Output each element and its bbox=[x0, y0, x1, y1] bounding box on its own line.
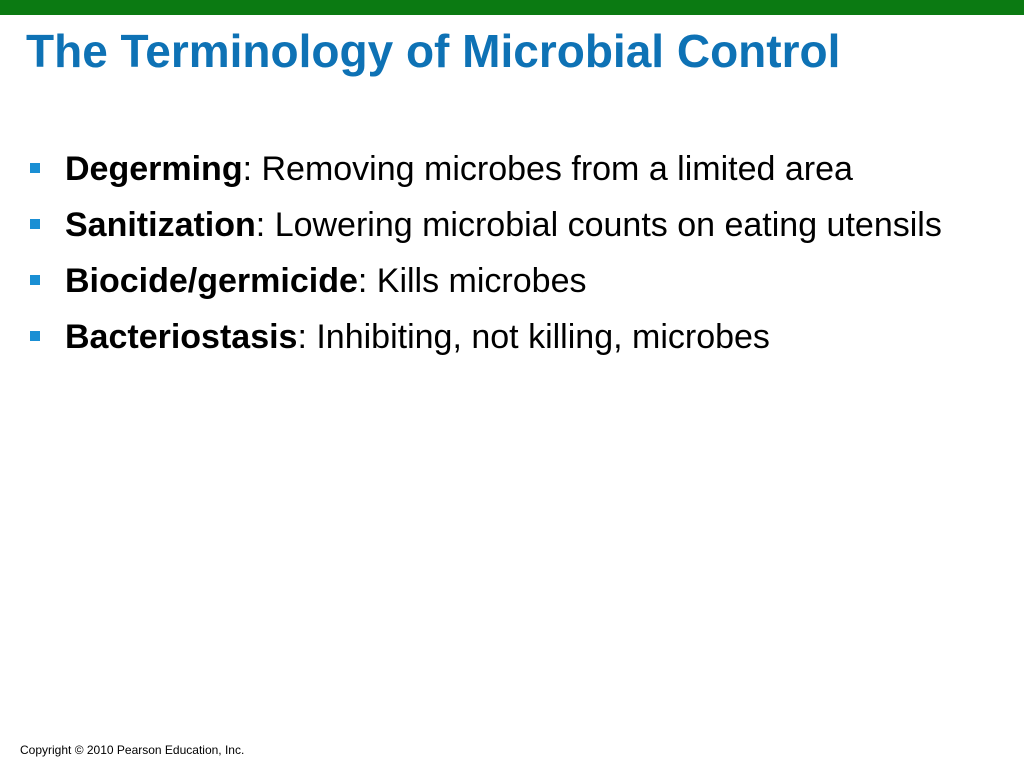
square-bullet-icon bbox=[30, 331, 40, 341]
bullet-term: Bacteriostasis bbox=[65, 318, 298, 356]
bullet-definition: : Inhibiting, not killing, microbes bbox=[297, 318, 770, 356]
bullet-term: Degerming bbox=[65, 150, 243, 188]
bullet-definition: : Lowering microbial counts on eating utensils bbox=[255, 206, 942, 244]
list-item bbox=[0, 146, 1024, 193]
slide-title: The Terminology of Microbial Control bbox=[26, 25, 841, 77]
bullet-list bbox=[0, 146, 1024, 370]
top-accent-bar bbox=[0, 0, 1024, 15]
bullet-term: Sanitization bbox=[65, 206, 256, 244]
bullet-term: Biocide/germicide bbox=[65, 262, 358, 300]
list-item bbox=[0, 258, 1024, 305]
list-item bbox=[0, 202, 1024, 249]
bullet-definition: : Removing microbes from a limited area bbox=[242, 150, 853, 188]
square-bullet-icon bbox=[30, 163, 40, 173]
copyright-footer: Copyright © 2010 Pearson Education, Inc. bbox=[20, 743, 245, 757]
square-bullet-icon bbox=[30, 219, 40, 229]
square-bullet-icon bbox=[30, 275, 40, 285]
bullet-definition: : Kills microbes bbox=[357, 262, 587, 300]
list-item bbox=[0, 314, 1024, 361]
